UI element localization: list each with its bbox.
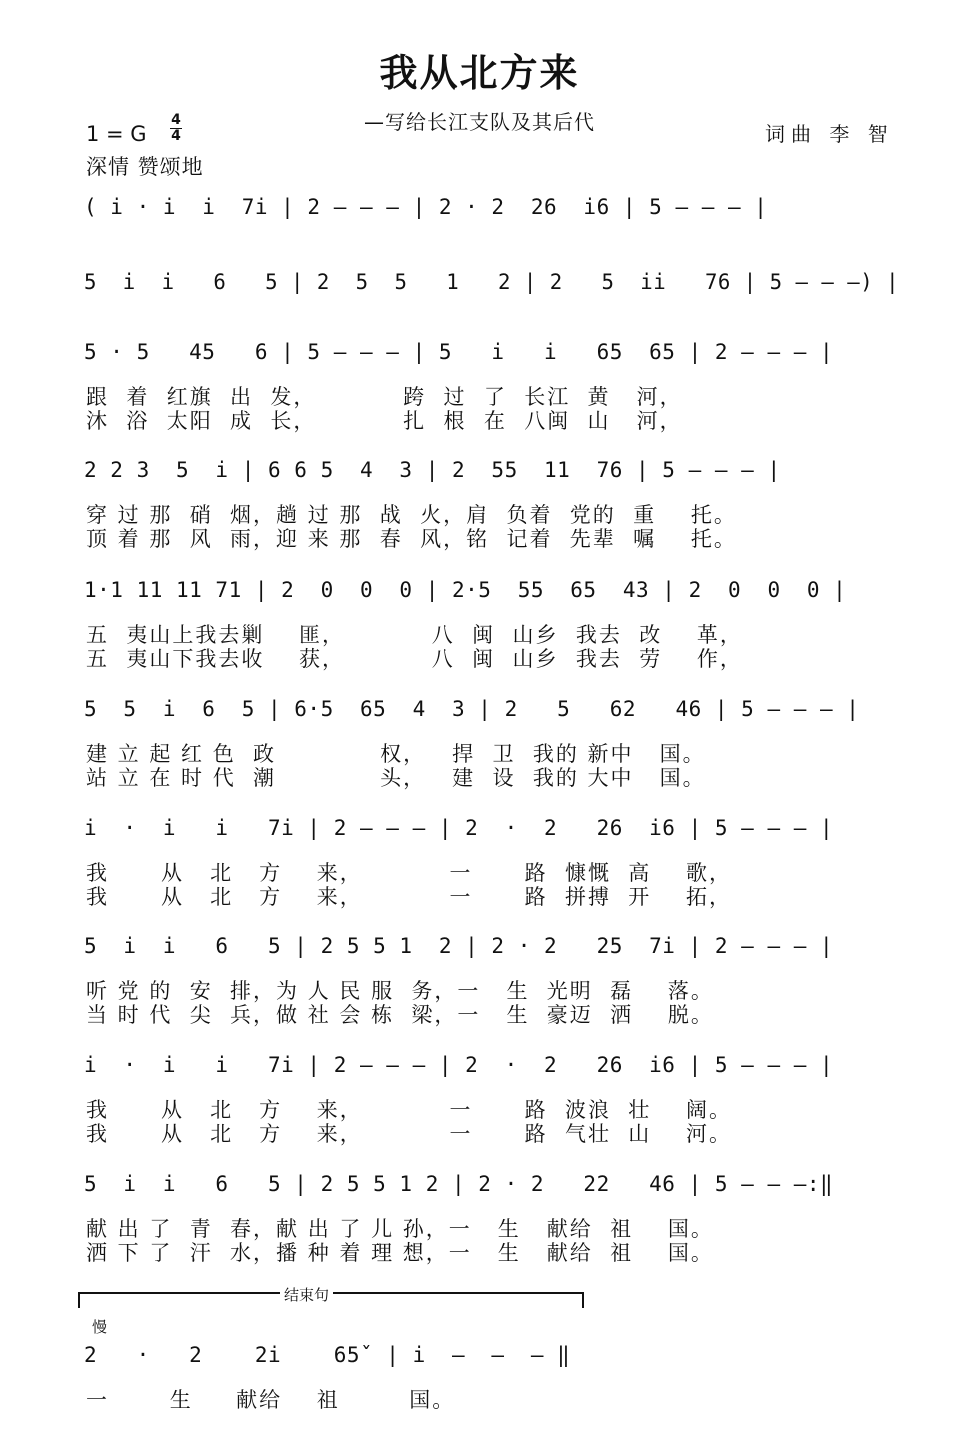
notation-line: 5 i i 6 5 | 2 5 5 1 2 | 2 · 2 22 46 | 5 — — —:‖ [84,1172,834,1196]
notation-row [84,1338,904,1378]
ending-bracket [78,1286,583,1310]
notation-line: ( i · i i 7i | 2 — — — | 2 · 2 26 i6 | 5 — — — | [84,195,768,219]
notation-line: 5 i i 6 5 | 2 5 5 1 2 | 2 · 2 25 7i | 2 — — — | [84,934,834,958]
notation-row [84,1167,904,1207]
lyric-line: 沐 浴 太阳 成 长， 扎 根 在 八闽 山 河， [86,409,683,433]
ending-bracket-left-tick [78,1292,80,1308]
key-signature: 1 = G [86,122,147,146]
lyric-line: 我 从 北 方 来， 一 路 慷慨 高 歌， [86,861,733,885]
ending-bracket-right-tick [582,1292,584,1308]
notation-row [84,265,904,305]
song-title: 我从北方来 [379,51,580,95]
slow-marking: 慢 [92,1318,108,1336]
lyric-line: 当 时 代 尖 兵，做 社 会 栋 梁，一 生 豪迈 洒 脱。 [86,1003,714,1027]
notation-line: 2 · 2 2i 65ˇ | i — — — ‖ [84,1343,571,1367]
tempo-marking: 深情 赞颂地 [86,155,204,179]
song-subtitle: —写给长江支队及其后代 [364,110,595,134]
lyric-line: 洒 下 了 汗 水，播 种 着 理 想，一 生 献给 祖 国。 [86,1241,714,1265]
lyric-line: 我 从 北 方 来， 一 路 气壮 山 河。 [86,1122,733,1146]
lyric-line: 跟 着 红旗 出 发， 跨 过 了 长江 黄 河， [86,385,683,409]
lyric-line: 听 党 的 安 排，为 人 民 服 务，一 生 光明 磊 落。 [86,979,714,1003]
lyric-line: 一 生 献给 祖 国。 [86,1388,456,1412]
notation-row [84,190,904,230]
notation-line: i · i i 7i | 2 — — — | 2 · 2 26 i6 | 5 — — — | [84,816,834,840]
lyric-line: 五 夷山下我去收 获， 八 闽 山乡 我去 劳 作， [86,647,743,671]
notation-row [84,929,904,969]
lyric-line: 献 出 了 青 春，献 出 了 儿 孙，一 生 献给 祖 国。 [86,1217,714,1241]
notation-line: 5 i i 6 5 | 2 5 5 1 2 | 2 5 ii 76 | 5 — — —) | [84,270,900,294]
notation-line: 2 2 3 5 i | 6 6 5 4 3 | 2 55 11 76 | 5 — — — | [84,458,781,482]
lyric-line: 我 从 北 方 来， 一 路 拼搏 开 拓， [86,885,733,909]
time-signature [170,113,182,144]
notation-row [84,811,904,851]
lyric-line: 我 从 北 方 来， 一 路 波浪 壮 阔。 [86,1098,733,1122]
lyric-line: 站 立 在 时 代 潮 头， 建 设 我的 大中 国。 [86,766,706,790]
composer-credit: 词曲 李 智 [765,122,894,146]
notation-row [84,453,904,493]
notation-line: 5 · 5 45 6 | 5 — — — | 5 i i 65 65 | 2 — — — | [84,340,834,364]
notation-line: i · i i 7i | 2 — — — | 2 · 2 26 i6 | 5 — — — | [84,1053,834,1077]
notation-line: 5 5 i 6 5 | 6·5 65 4 3 | 2 5 62 46 | 5 — — — | [84,697,860,721]
lyric-line: 五 夷山上我去剿 匪， 八 闽 山乡 我去 改 革， [86,623,743,647]
lyric-line: 穿 过 那 硝 烟，趟 过 那 战 火，肩 负着 党的 重 托。 [86,503,737,527]
notation-row [84,335,904,375]
notation-line: 1·1 11 11 71 | 2 0 0 0 | 2·5 55 65 43 | 2 0 0 0 | [84,578,847,602]
notation-row [84,573,904,613]
meter-top: 4 [171,112,181,128]
lyric-line: 建 立 起 红 色 政 权， 捍 卫 我的 新中 国。 [86,742,706,766]
meter-bottom: 4 [171,128,181,144]
ending-label: 结束句 [280,1284,333,1305]
lyric-line: 顶 着 那 风 雨，迎 来 那 春 风，铭 记着 先辈 嘱 托。 [86,527,737,551]
notation-row [84,1048,904,1088]
notation-row [84,692,904,732]
